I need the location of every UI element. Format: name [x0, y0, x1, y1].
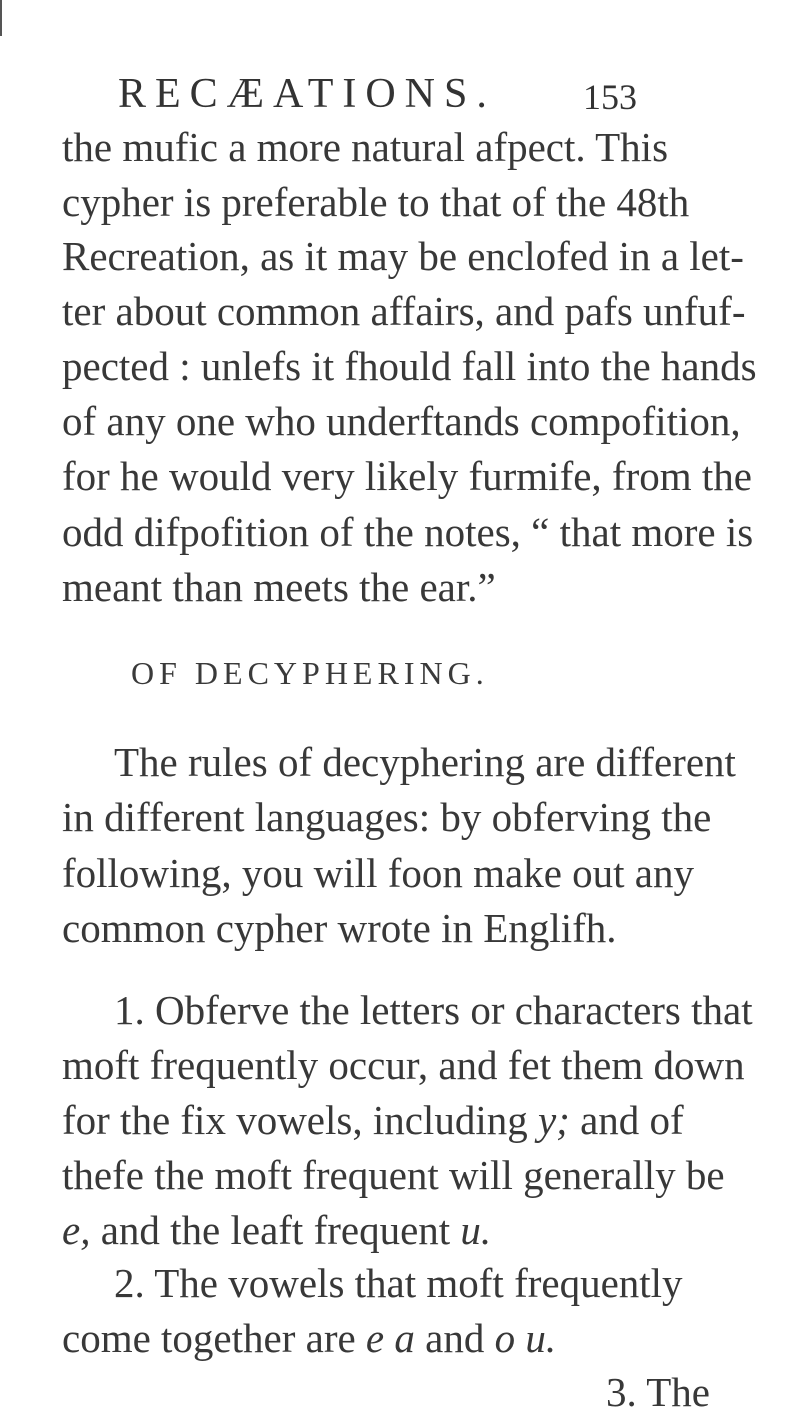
text-line: the mufic a more natural afpect. This [62, 124, 669, 170]
page-number: 153 [583, 77, 637, 117]
text-line: pected : unlefs it fhould fall into the hands [62, 343, 757, 389]
text-span: and [414, 1315, 495, 1361]
running-head: RECÆATIONS. [118, 71, 496, 117]
text-line: in different languages: by obferving the [62, 794, 712, 840]
text-line: thefe the moft frequent will generally be [62, 1152, 725, 1198]
text-line: following, you will foon make out any [62, 850, 694, 896]
rule-1-line: 1. Obferve the letters or characters that [114, 987, 753, 1033]
page-edge-mark [0, 0, 2, 36]
italic-letter: o u. [494, 1315, 557, 1361]
italic-letter: y; [537, 1097, 570, 1143]
text-line: odd difpofition of the notes, “ that more is [62, 509, 754, 555]
italic-letter: e, [62, 1207, 91, 1253]
text-line: common cypher wrote in Englifh. [62, 905, 617, 951]
text-line: meant than meets the ear.” [62, 564, 496, 610]
italic-letter: u. [460, 1207, 492, 1253]
section-heading: OF DECYPHERING. [131, 655, 489, 691]
text-line: Recreation, as it may be enclofed in a let- [62, 233, 744, 279]
text-line [62, 1315, 742, 1361]
text-line: moft frequently occur, and fet them down [62, 1042, 745, 1088]
text-line [62, 1097, 742, 1143]
text-span: for the fix vowels, including [62, 1097, 538, 1143]
text-line: The rules of decyphering are different [114, 739, 736, 785]
text-span: and of [569, 1097, 684, 1143]
catchword: 3. The [606, 1369, 711, 1415]
text-line: for he would very likely furmife, from the [62, 453, 752, 499]
text-line: ter about common affairs, and pafs unfuf- [62, 288, 746, 334]
italic-letter: e a [365, 1315, 415, 1361]
text-line [62, 1207, 742, 1253]
text-span: and the leaft frequent [90, 1207, 461, 1253]
text-line: of any one who underftands compofition, [62, 398, 741, 444]
text-line: cypher is preferable to that of the 48th [62, 179, 690, 225]
text-span: come together are [62, 1315, 366, 1361]
rule-2-line: 2. The vowels that moft frequently [114, 1260, 683, 1306]
